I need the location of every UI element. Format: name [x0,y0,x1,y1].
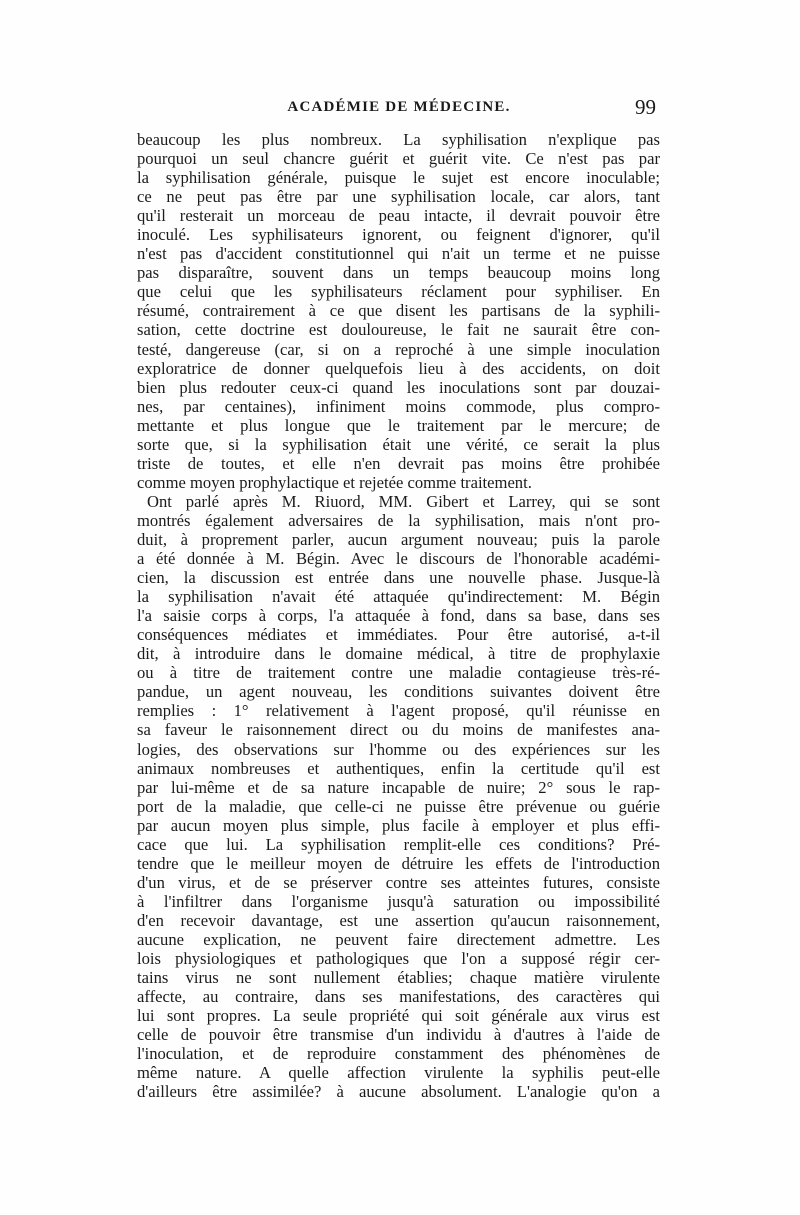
page-number: 99 [635,95,656,119]
text-line: dit, à introduire dans le domaine médical, à titre de prophylaxie [137,644,660,664]
text-line: mettante et plus longue que le traitement par le mercure; de [137,415,660,435]
page-header [140,95,658,121]
text-line: qu'il resterait un morceau de peau intacte, il devrait pouvoir être [137,206,660,226]
text-line: exploratrice de donner quelquefois lieu à des accidents, on doit [137,358,660,378]
text-line: montrés également adversaires de la syphilisation, mais n'ont pro- [137,510,660,530]
text-line: logies, des observations sur l'homme ou des expériences sur les [137,739,660,759]
paragraph-first-line: Ont parlé après M. Riuord, MM. Gibert et Larrey, qui se sont [147,491,660,511]
text-line: lois physiologiques et pathologiques que l'on a supposé régir cer- [137,949,660,969]
text-line: tains virus ne sont nullement établies; chaque matière virulente [137,968,660,988]
text-line: à l'infiltrer dans l'organisme jusqu'à saturation ou impossibilité [137,891,660,911]
text-line: d'un virus, et de se préserver contre ses atteintes futures, consiste [137,872,660,892]
text-line: sa faveur le raisonnement direct ou du moins de manifestes ana- [137,720,660,740]
text-line: duit, à proprement parler, aucun argument nouveau; puis la parole [137,529,660,549]
text-line: a été donnée à M. Bégin. Avec le discours de l'honorable académi- [137,549,660,569]
text-line: nes, par centaines), infiniment moins commode, plus compro- [137,396,660,416]
text-line: celle de pouvoir être transmise d'un individu à d'autres à l'aide de [137,1025,660,1045]
text-line: triste de toutes, et elle n'en devrait pas moins être prohibée [137,453,660,473]
text-line: pandue, un agent nouveau, les conditions suivantes doivent être [137,682,660,702]
text-line: la syphilisation générale, puisque le sujet est encore inoculable; [137,168,660,188]
text-line: par aucun moyen plus simple, plus facile à employer et plus effi- [137,815,660,835]
text-line: inoculé. Les syphilisateurs ignorent, ou feignent d'ignorer, qu'il [137,225,660,245]
running-title: ACADÉMIE DE MÉDECINE. [287,99,511,115]
text-line: remplies : 1° relativement à l'agent proposé, qu'il réunisse en [137,701,660,721]
text-line: beaucoup les plus nombreux. La syphilisation n'explique pas [137,130,660,149]
text-line: cien, la discussion est entrée dans une nouvelle phase. Jusque-là [137,568,660,588]
text-line: lui sont propres. La seule propriété qui soit générale aux virus est [137,1006,660,1026]
text-line: conséquences médiates et immédiates. Pour être autorisé, a-t-il [137,625,660,645]
text-line: par lui-même et de sa nature incapable de nuire; 2° sous le rap- [137,777,660,797]
text-line: d'ailleurs être assimilée? à aucune absolument. L'analogie qu'on a [137,1082,660,1102]
text-line: sation, cette doctrine est douloureuse, le fait ne saurait être con- [137,320,660,340]
text-line: port de la maladie, que celle-ci ne puisse être prévenue ou guérie [137,796,660,816]
text-line: ou à titre de traitement contre une maladie contagieuse très-ré- [137,663,660,683]
text-line: que celui que les syphilisateurs réclament pour syphiliser. En [137,282,660,302]
text-line: pas disparaître, souvent dans un temps beaucoup moins long [137,263,660,283]
text-line: bien plus redouter ceux-ci quand les inoculations sont par douzai- [137,377,660,397]
text-line: pourquoi un seul chancre guérit et guérit vite. Ce n'est pas par [137,149,660,169]
body-text [137,130,660,1101]
text-line: ce ne peut pas être par une syphilisation locale, car alors, tant [137,187,660,207]
text-line: animaux nombreuses et authentiques, enfin la certitude qu'il est [137,758,660,778]
text-line: aucune explication, ne peuvent faire directement admettre. Les [137,929,660,949]
text-line: l'a saisie corps à corps, l'a attaquée à fond, dans sa base, dans ses [137,606,660,626]
paragraph-last-line: comme moyen prophylactique et rejetée comme traitement. [137,472,532,492]
text-line: la syphilisation n'avait été attaquée qu'indirectement: M. Bégin [137,587,660,607]
text-line: l'inoculation, et de reproduire constamment des phénomènes de [137,1044,660,1064]
text-line: tendre que le meilleur moyen de détruire les effets de l'introduction [137,853,660,873]
text-line: testé, dangereuse (car, si on a reproché à une simple inoculation [137,339,660,359]
text-line: d'en recevoir davantage, est une assertion qu'aucun raisonnement, [137,910,660,930]
text-line: sorte que, si la syphilisation était une vérité, ce serait la plus [137,434,660,454]
text-line: cace que lui. La syphilisation remplit-elle ces conditions? Pré- [137,834,660,854]
text-line: résumé, contrairement à ce que disent les partisans de la syphili- [137,301,660,321]
text-line: n'est pas d'accident constitutionnel qui n'ait un terme et ne puisse [137,244,660,264]
text-line: affecte, au contraire, dans ses manifestations, des caractères qui [137,987,660,1007]
text-line: même nature. A quelle affection virulente la syphilis peut-elle [137,1063,660,1083]
